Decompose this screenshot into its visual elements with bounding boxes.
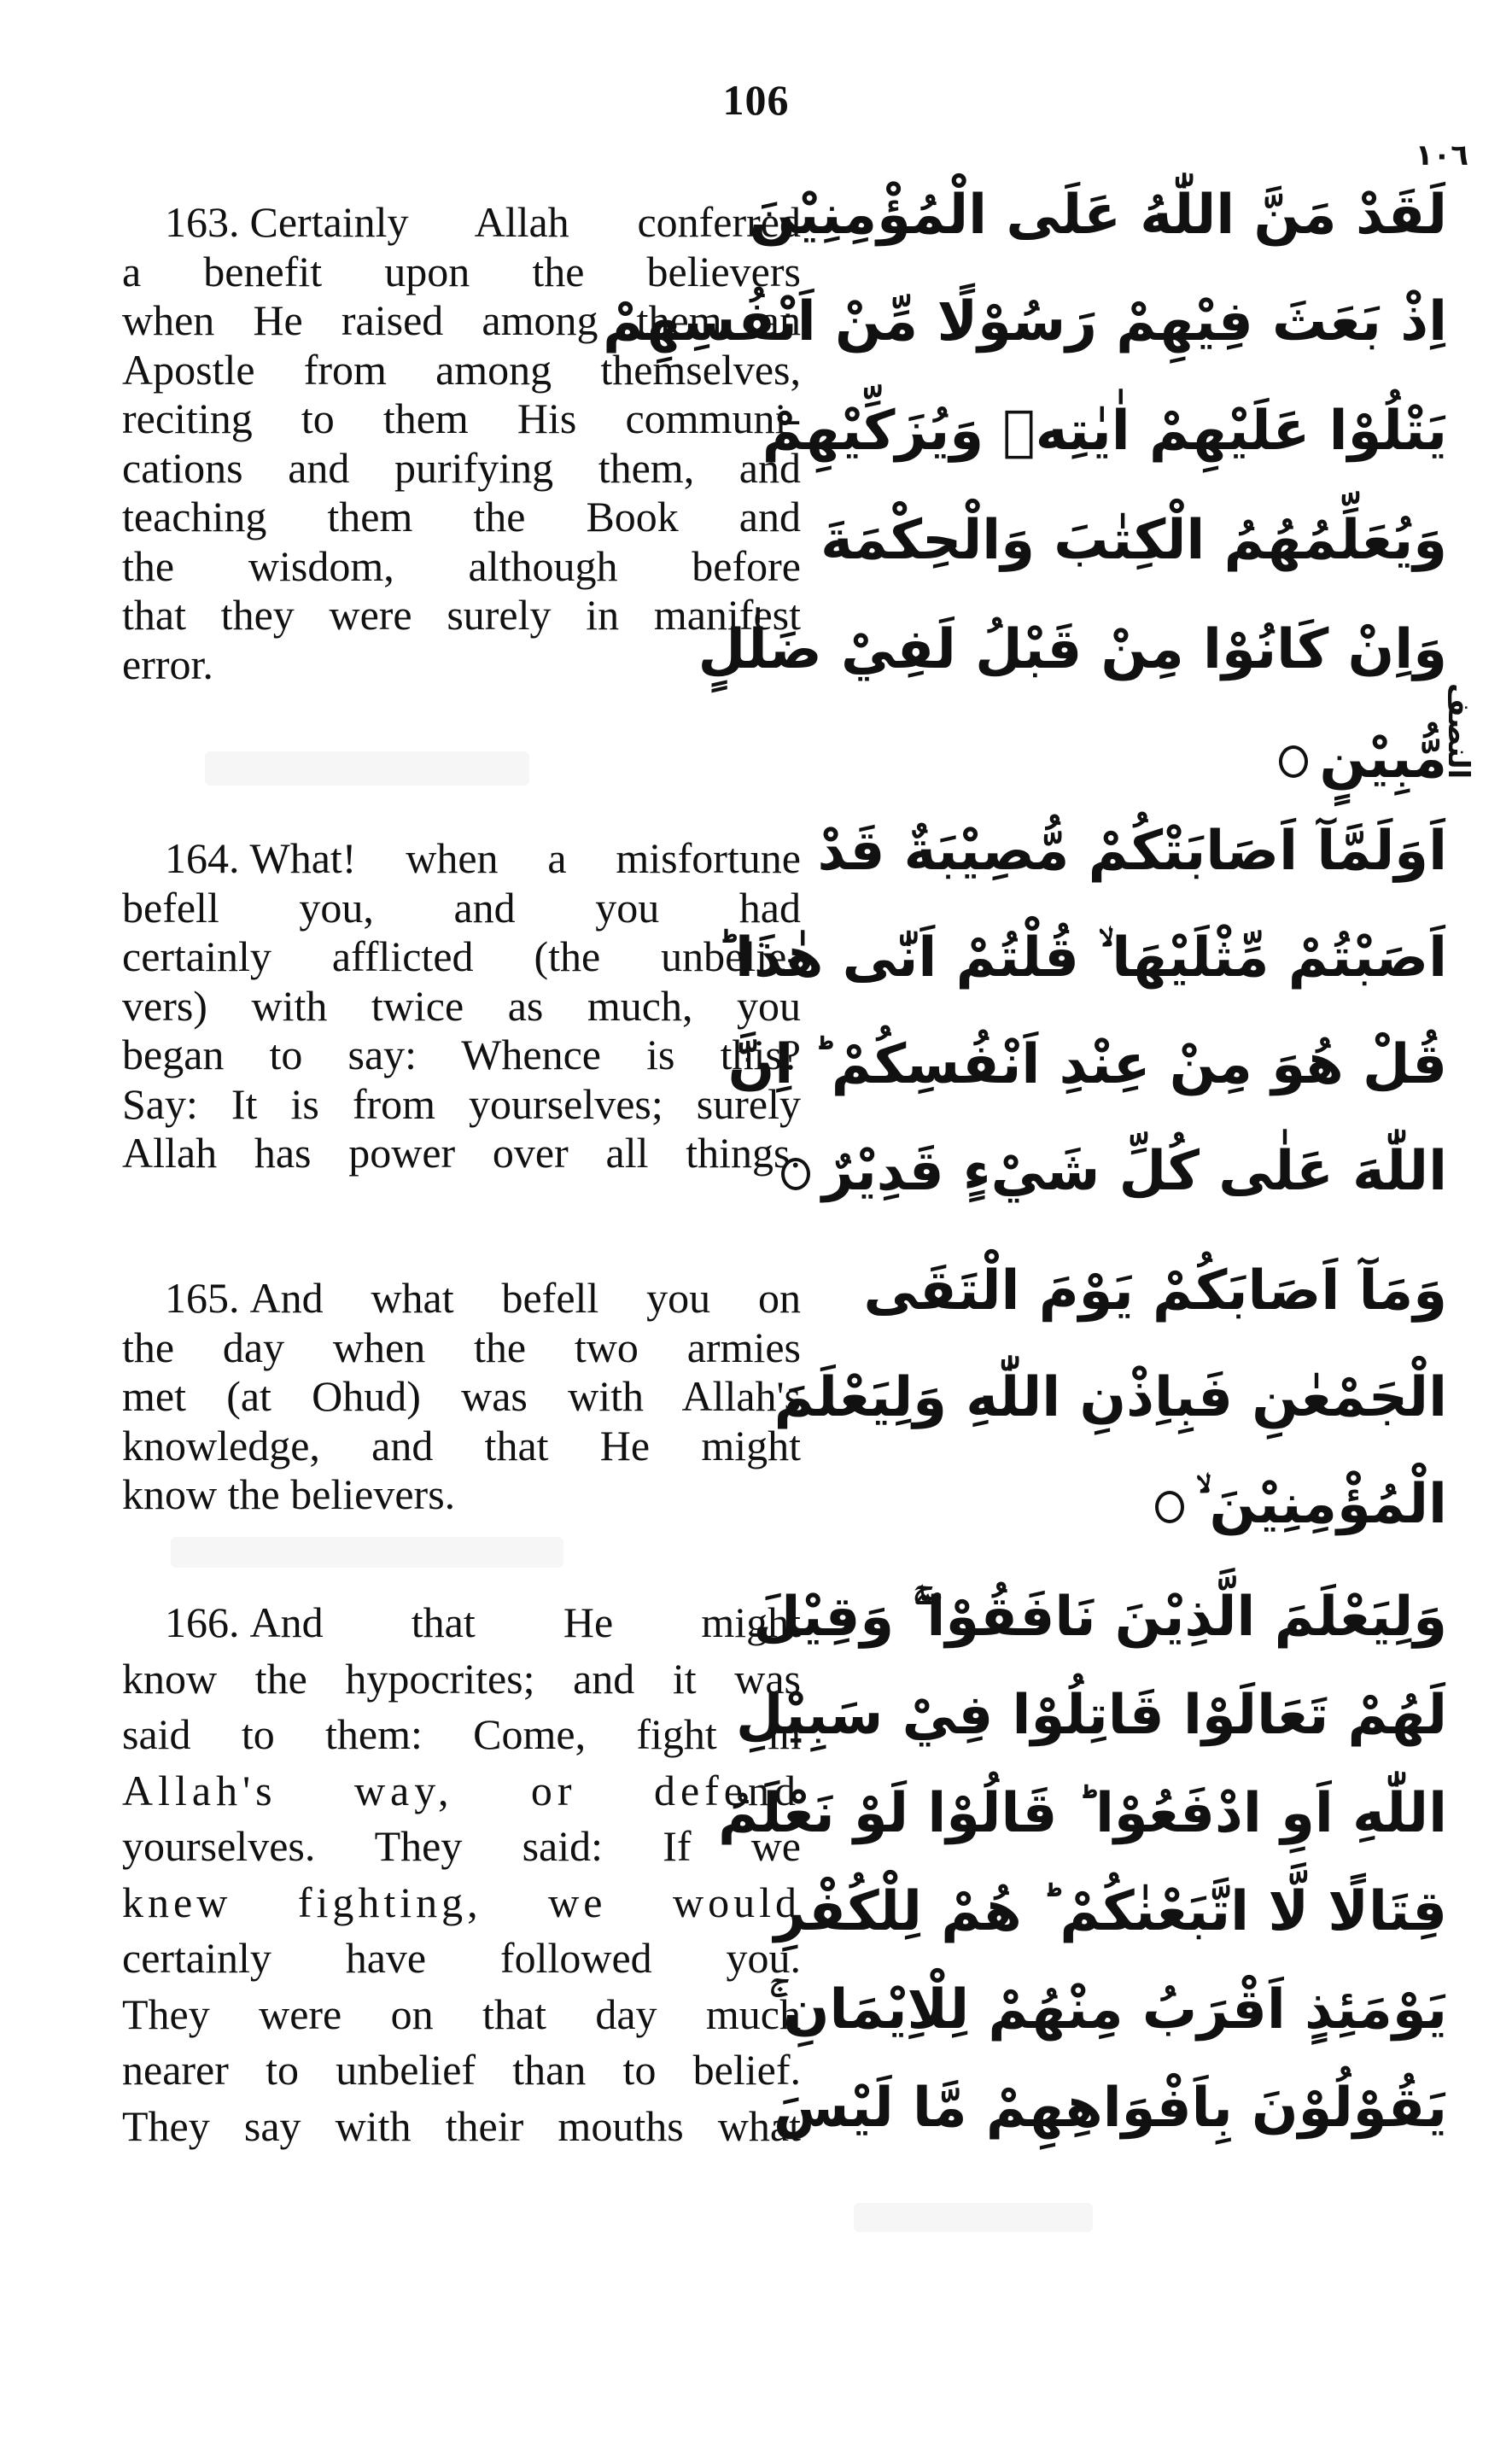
text-line: vers) with twice as much, you bbox=[122, 981, 801, 1030]
verse-number: 163. bbox=[165, 198, 240, 246]
text-line: knew fighting, we would bbox=[122, 1878, 801, 1926]
verse-end-mark-icon bbox=[1279, 745, 1308, 778]
text-line: a benefit upon the believers bbox=[122, 247, 801, 295]
text-line: yourselves. They said: If we bbox=[122, 1822, 801, 1870]
text-line: They were on that day much bbox=[122, 1989, 801, 2038]
arabic-line: اَصَبْتُمْ مِّثْلَيْهَا ۙ قُلْتُمْ اَنّٰى هٰذَا ؕ bbox=[715, 926, 1447, 990]
arabic-text bbox=[603, 184, 1447, 817]
english-translation bbox=[122, 198, 801, 689]
arabic-line: اللّٰهِ اَوِ ادْفَعُوْا ؕ قَالُوْا لَوْ نَعْلَمُ bbox=[718, 1782, 1447, 1845]
english-translation bbox=[122, 834, 801, 1178]
arabic-line: يَوْمَئِذٍ اَقْرَبُ مِنْهُمْ لِلْاِيْمَانِ ۚ bbox=[768, 1978, 1447, 2042]
text-line: They say with their mouths what bbox=[122, 2101, 801, 2150]
verse-number: 165. bbox=[165, 1274, 240, 1322]
text-line: Say: It is from yourselves; surely bbox=[122, 1079, 801, 1128]
arabic-page-number: ١٠٦ bbox=[1415, 138, 1468, 172]
arabic-line: يَتْلُوْا عَلَيْهِمْ اٰيٰتِهٖ وَيُزَكِّيْهِمْ bbox=[762, 400, 1447, 463]
arabic-line: الْجَمْعٰنِ فَبِاِذْنِ اللّٰهِ وَلِيَعْلَمَ bbox=[774, 1366, 1447, 1429]
text-line: the wisdom, although before bbox=[122, 541, 801, 590]
verse-number: 164. bbox=[165, 834, 240, 882]
arabic-text bbox=[774, 1259, 1447, 1571]
text-line: befell you, and you had bbox=[122, 883, 801, 932]
text-line: cations and purifying them, and bbox=[122, 443, 801, 492]
arabic-line: وَلِيَعْلَمَ الَّذِيْنَ نَافَقُوْا ۚۖ وَقِيْلَ bbox=[753, 1586, 1447, 1649]
arabic-line: لَقَدْ مَنَّ اللّٰهُ عَلَى الْمُؤْمِنِيْنَ bbox=[749, 184, 1447, 247]
page-number: 106 bbox=[722, 76, 790, 124]
arabic-line: لَهُمْ تَعَالَوْا قَاتِلُوْا فِيْ سَبِيْلِ bbox=[736, 1684, 1447, 1747]
verse-number: 166. bbox=[165, 1598, 240, 1646]
paper-smudge bbox=[171, 1537, 563, 1568]
text-line: know the believers. bbox=[122, 1470, 456, 1518]
text-line: 163. Certainly Allah conferred bbox=[165, 198, 801, 246]
text-line: nearer to unbelief than to belief. bbox=[122, 2046, 801, 2094]
text-line: error. bbox=[122, 640, 213, 688]
text-line: knowledge, and that He might bbox=[122, 1421, 801, 1469]
text-line: began to say: Whence is this? bbox=[122, 1031, 801, 1078]
arabic-text bbox=[715, 820, 1447, 1238]
text-line: certainly have followed you. bbox=[122, 1934, 801, 1982]
arabic-line: وَيُعَلِّمُهُمُ الْكِتٰبَ وَالْحِكْمَةَ bbox=[820, 509, 1447, 572]
text-line: 164. What! when a misfortune bbox=[165, 834, 801, 882]
margin-note: النصف bbox=[1441, 683, 1475, 780]
text-line: Allah's way, or defend bbox=[122, 1766, 801, 1814]
paper-smudge bbox=[854, 2203, 1093, 2232]
text-line: teaching them the Book and bbox=[122, 493, 801, 540]
verse-end-mark-icon bbox=[781, 1158, 810, 1190]
text-line: the day when the two armies bbox=[122, 1323, 801, 1371]
arabic-line: يَقُوْلُوْنَ بِاَفْوَاهِهِمْ مَّا لَيْسَ bbox=[774, 2077, 1447, 2140]
arabic-text bbox=[718, 1586, 1447, 2179]
text-line: when He raised among them an bbox=[122, 296, 801, 344]
arabic-line: اَوَلَمَّآ اَصَابَتْكُمْ مُّصِيْبَةٌ قَدْ bbox=[817, 820, 1447, 883]
text-line: Apostle from among themselves, bbox=[122, 345, 801, 394]
english-translation bbox=[122, 1274, 801, 1520]
text-line: reciting to them His communi- bbox=[122, 394, 801, 442]
verse-end-mark-icon bbox=[1155, 1491, 1184, 1523]
paper-smudge bbox=[205, 751, 529, 786]
arabic-line: قِتَالًا لَّا اتَّبَعْنٰكُمْ ؕ هُمْ لِلْكُفْرِ bbox=[774, 1880, 1447, 1943]
text-line: Allah has power over all things. bbox=[122, 1129, 801, 1177]
text-line: certainly afflicted (the unbelie- bbox=[122, 932, 801, 980]
text-line: said to them: Come, fight in bbox=[122, 1710, 801, 1758]
text-line: 165. And what befell you on bbox=[165, 1274, 801, 1322]
text-line: 166. And that He might bbox=[165, 1598, 801, 1646]
text-line: that they were surely in manifest bbox=[122, 591, 801, 639]
english-translation bbox=[122, 1595, 801, 2154]
arabic-line: اللّٰهَ عَلٰى كُلِّ شَيْءٍ قَدِيْرٌ bbox=[879, 1144, 1447, 1238]
arabic-line: وَمَآ اَصَابَكُمْ يَوْمَ الْتَقَى bbox=[863, 1259, 1447, 1323]
text-line: know the hypocrites; and it was bbox=[122, 1654, 801, 1703]
text-line: met (at Ohud) was with Allah's bbox=[122, 1372, 801, 1420]
arabic-line: اِذْ بَعَثَ فِيْهِمْ رَسُوْلًا مِّنْ اَنْفُسِهِمْ bbox=[603, 290, 1447, 353]
arabic-line: وَاِنْ كَانُوْا مِنْ قَبْلُ لَفِيْ ضَلٰلٍ bbox=[698, 618, 1447, 681]
arabic-line: مُّبِيْنٍ bbox=[879, 732, 1447, 817]
arabic-line: قُلْ هُوَ مِنْ عِنْدِ اَنْفُسِكُمْ ؕ اِنَّ bbox=[727, 1033, 1447, 1096]
arabic-line: الْمُؤْمِنِيْنَ ۙ bbox=[879, 1477, 1447, 1571]
